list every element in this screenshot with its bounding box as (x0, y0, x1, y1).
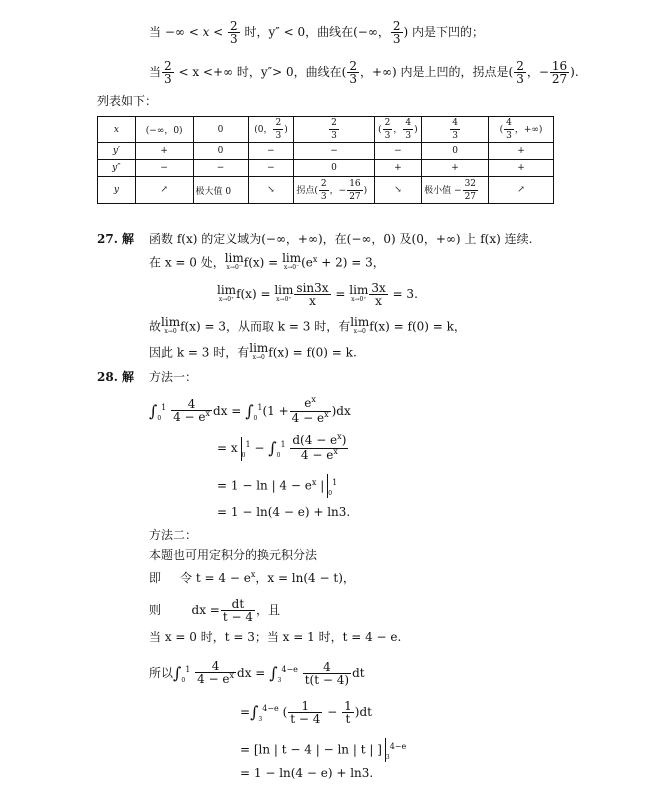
p28-text2: 即 令 $t = 4 - e^x$，x = ln(4 − t)， (149, 570, 355, 585)
p28-eq6: $=\int_3^{4-e}$ ( $\frac{1}{t - 4}$ − $\frac{1}{t}$ )dt (240, 699, 372, 726)
p28-eq7: = [ln | t − 4 | − ln | t | ]$_3^{4-e}$ (240, 738, 406, 762)
problem-28-number: 28. 解 (97, 370, 135, 384)
p27-line2: 在 x = 0 处， lim x→0⁻ f(x) = lim x→0⁻ $(e^x + 2) = 3$， (149, 251, 385, 271)
table-row: x (−∞，0) 0 (0， $\frac{2}{3}$ ) $\frac{2}{3}$ ( $\frac{2}{3}$ ， $\frac{4}{3}$ ) $\frac{4}{3}$ ( $\frac{4}{3}$ ，+∞) (98, 117, 554, 143)
table-row: y ↗ 极大值 0 ↘ 拐点( $\frac{2}{3}$ ，− $\frac{16}{27}$ ) ↘ 极小值 − $\frac{32}{27}$ ↗ (98, 177, 554, 204)
p28-eq3: = 1 − ln | $4 - e^x$ $|_0^1$ (217, 474, 337, 498)
table-row: y′ + 0 − − − 0 + (98, 143, 554, 160)
method-one-label: 方法一： (149, 370, 198, 384)
table-intro: 列表如下： (97, 94, 158, 108)
p28-text3: 则 dx = $\frac{dt}{t - 4}$ ，且 (149, 597, 281, 624)
p28-eq2: = $x_0^1 - \int_0^1$ $\frac{d(4 - e^x)}{4 - e^x}$ (217, 432, 347, 462)
p27-line1: 函数 f(x) 的定义域为(−∞，+∞)，在(−∞，0) 及(0，+∞) 上 f(x) 连续. (149, 232, 533, 246)
p28-eq5: 所以$\int_0^1$ $\frac{4}{4 - e^x}$ dx = $\int_3^{4-e}$ $\frac{4}{t(t - 4)}$ dt (149, 659, 365, 687)
p27-line5: 因此 k = 3 时，有 lim x→0 f(x) = f(0) = k. (149, 341, 357, 361)
p28-eq1: $\int_0^1$ $\frac{4}{4 - e^x}$ dx = $\int_0^1(1$ + $\frac{e^x}{4 - e^x}$ )dx (149, 395, 351, 425)
p28-text4: 当 x = 0 时，t = 3；当 x = 1 时，t = 4 − e. (149, 630, 402, 644)
p28-eq8: = 1 − ln(4 − e) + ln3. (240, 766, 374, 780)
p28-eq4: = 1 − ln(4 − e) + ln3. (217, 505, 351, 519)
line-concave-down: 当 −∞ < x < $\frac{2}{3}$ 时，y″ < 0，曲线在(−∞， $\frac{2}{3}$ ) 内是下凹的； (149, 19, 484, 46)
p27-line4: 故 lim x→0 f(x) = 3，从而取 k = 3 时，有 lim x→0 f(x) = f(0) = k， (149, 315, 466, 335)
method-two-label: 方法二： (149, 528, 198, 542)
line-concave-up: 当 $\frac{2}{3}$ < x <+∞ 时，y″> 0，曲线在( $\frac{2}{3}$ ，+∞) 内是上凹的，拐点是( $\frac{2}{3}$ ，− $\frac{16}{27}$ ). (149, 59, 579, 86)
problem-27-number: 27. 解 (97, 232, 135, 246)
sign-table (97, 116, 554, 204)
p27-line3: lim x→0⁺ f(x) = lim x→0⁺ $\frac{\sin 3x}{x}$ = lim x→0⁺ $\frac{3x}{x}$ = 3. (217, 281, 418, 308)
p28-text1: 本题也可用定积分的换元积分法 (149, 548, 318, 562)
table-row: y″ − − − 0 + + + (98, 160, 554, 177)
